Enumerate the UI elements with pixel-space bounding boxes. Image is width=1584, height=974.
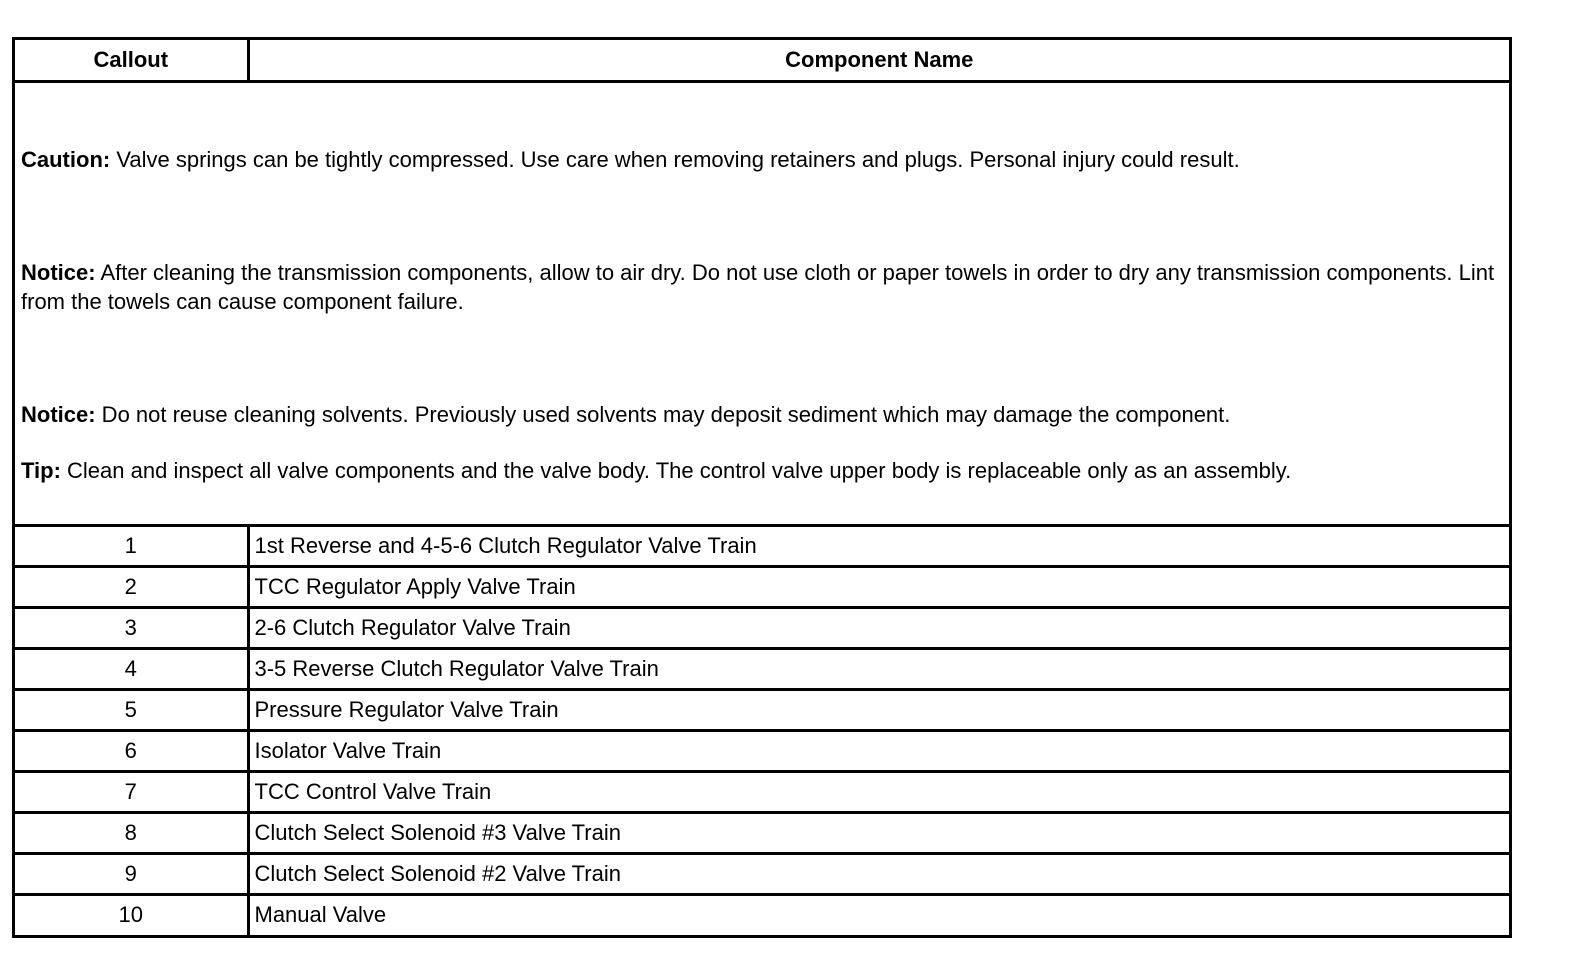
callout-number: 9 (15, 853, 248, 894)
table-row (15, 730, 1509, 771)
callout-number: 6 (15, 730, 248, 771)
notes-cell (15, 81, 1509, 525)
note-text: Clean and inspect all valve components and the valve body. The control valve upper body is replaceable only as an assembly. (60, 457, 1292, 483)
table-row (15, 771, 1509, 812)
header-component-name: Component Name (248, 40, 1509, 81)
note-label: Notice: (21, 401, 96, 427)
component-name: Clutch Select Solenoid #2 Valve Train (248, 853, 1509, 894)
table-row (15, 689, 1509, 730)
component-name: 3-5 Reverse Clutch Regulator Valve Train (248, 648, 1509, 689)
table-row (15, 853, 1509, 894)
notes-row (15, 81, 1509, 525)
callout-number: 3 (15, 607, 248, 648)
table-row (15, 648, 1509, 689)
component-name: Isolator Valve Train (248, 730, 1509, 771)
table-row (15, 607, 1509, 648)
component-name: TCC Control Valve Train (248, 771, 1509, 812)
component-name: Clutch Select Solenoid #3 Valve Train (248, 812, 1509, 853)
component-name: Pressure Regulator Valve Train (248, 689, 1509, 730)
callout-number: 7 (15, 771, 248, 812)
component-name: Manual Valve (248, 894, 1509, 935)
callout-number: 10 (15, 894, 248, 935)
table-row (15, 812, 1509, 853)
header-row (15, 40, 1509, 81)
callout-number: 4 (15, 648, 248, 689)
table-row (15, 566, 1509, 607)
note-label: Tip: (21, 457, 61, 483)
table-row (15, 525, 1509, 566)
notice-note-drying (21, 174, 1503, 316)
note-text: After cleaning the transmission components, allow to air dry. Do not use cloth or paper towels in order to dry any transmission components. Lint from the towels can cause component failure. (21, 259, 1495, 314)
component-table (12, 37, 1512, 938)
notice-note-solvents (21, 316, 1503, 429)
tip-note (21, 429, 1503, 485)
note-label: Notice: (21, 259, 96, 285)
table-row (15, 894, 1509, 935)
callout-number: 1 (15, 525, 248, 566)
component-name: 1st Reverse and 4-5-6 Clutch Regulator Valve Train (248, 525, 1509, 566)
note-text: Valve springs can be tightly compressed. Use care when removing retainers and plugs. Personal injury could result. (110, 146, 1240, 172)
note-label: Caution: (21, 146, 111, 172)
callout-number: 5 (15, 689, 248, 730)
callout-table (15, 40, 1509, 935)
note-text: Do not reuse cleaning solvents. Previously used solvents may deposit sediment which may damage the component. (95, 401, 1231, 427)
callout-number: 2 (15, 566, 248, 607)
caution-note (21, 83, 1503, 174)
callout-number: 8 (15, 812, 248, 853)
component-name: 2-6 Clutch Regulator Valve Train (248, 607, 1509, 648)
header-callout: Callout (15, 40, 248, 81)
component-name: TCC Regulator Apply Valve Train (248, 566, 1509, 607)
